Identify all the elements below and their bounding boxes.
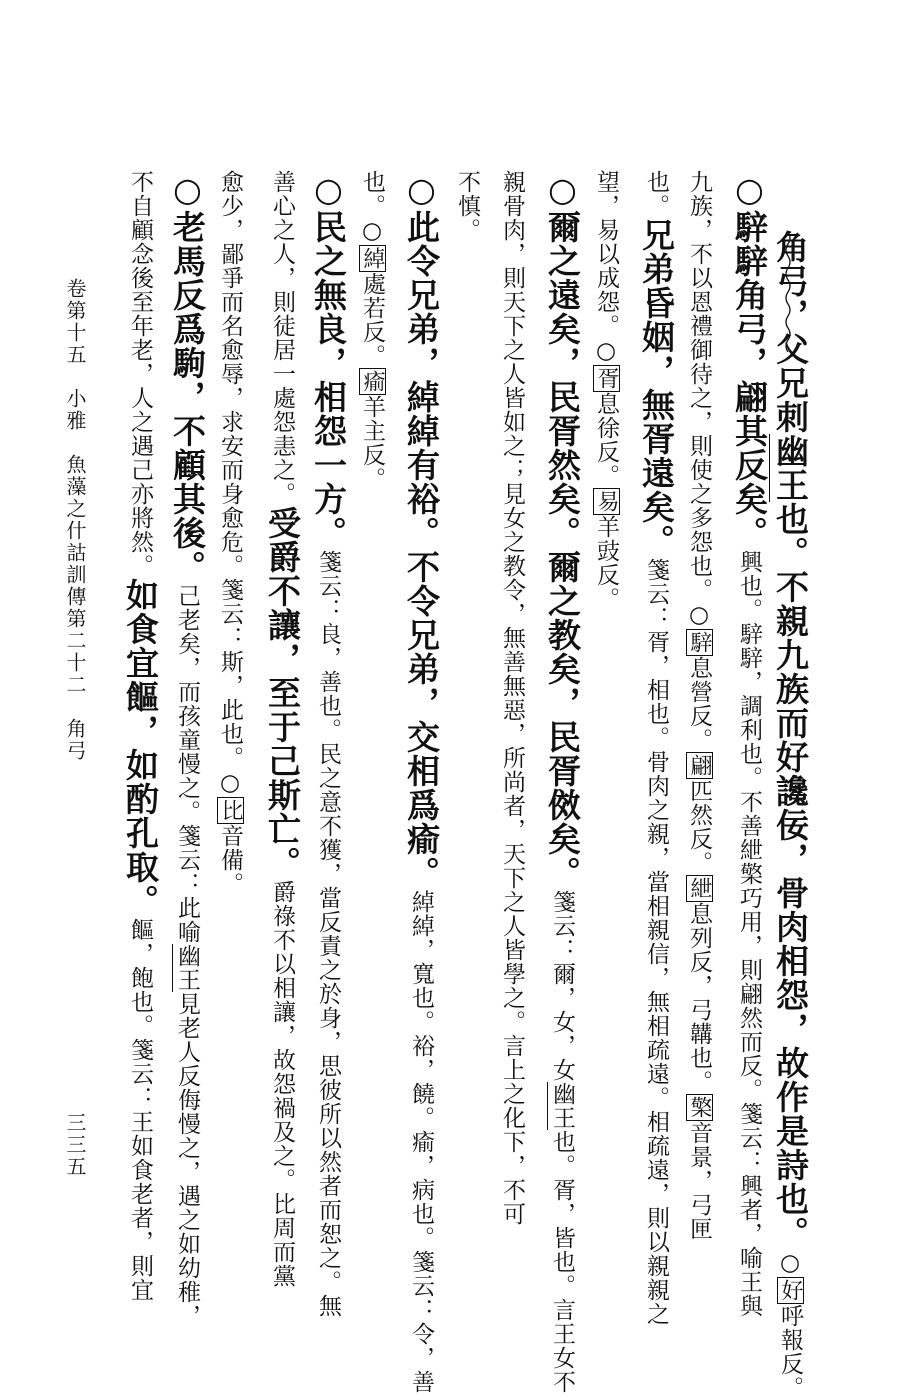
commentary-segment: 也。○ <box>359 170 385 245</box>
commentary-segment: 也。胥，皆也。言王女不 <box>549 1130 575 1394</box>
text-column-c12 <box>263 170 302 1288</box>
commentary-segment: 己老矣，而孩童慢之。箋云：此喻 <box>174 584 200 944</box>
commentary-segment: 饇，飽也。箋云：王如食老者，則宜 <box>127 918 153 1302</box>
text-column-c1 <box>771 230 810 1400</box>
commentary-segment: ○ <box>777 1250 803 1277</box>
commentary-segment: 望，易以成怨。○ <box>593 170 619 365</box>
commentary-segment: 處若反。 <box>359 272 385 368</box>
main-text-segment: 角弓，父兄刺 <box>771 230 810 434</box>
commentary-segment: 息列反，弓韝也。 <box>686 902 712 1094</box>
boxed-phonetic-char: 瘉 <box>360 370 385 393</box>
main-text-segment: 兄弟昏姻，無胥遠矣。 <box>637 218 676 558</box>
main-text-segment: ○爾之遠矣，民胥然矣。爾之教矣，民胥傚矣。 <box>543 170 582 890</box>
text-column-c13 <box>218 170 241 896</box>
boxed-phonetic-char: 檠 <box>687 1096 712 1119</box>
text-column-c15 <box>121 170 160 1302</box>
page-number: 三三五 <box>63 1112 87 1178</box>
commentary-segment: 音備。 <box>217 824 243 896</box>
proper-name: 幽王 <box>174 944 200 992</box>
commentary-segment: 爵祿不以相讓，故怨禍及之。比周而黨 <box>269 880 295 1288</box>
text-column-c10 <box>360 170 383 491</box>
boxed-phonetic-char: 胥 <box>594 367 619 390</box>
commentary-segment: 親骨肉，則天下之人皆如之；見女之教令，無善無惡，所尚者，天下之人皆學之。言上之化下，不可 <box>499 170 525 1226</box>
commentary-segment: 匹然反。 <box>686 779 712 875</box>
main-text-segment: ○民之無良，相怨一方。 <box>309 170 348 550</box>
main-text-segment: 受爵不讓，至于己斯亡。 <box>263 506 302 880</box>
commentary-segment: 箋云：胥，相也。骨肉之親，當相親信，無相疏遠。相疏遠，則以親親之 <box>643 558 669 1326</box>
commentary-segment: 善心之人，則徒居一處怨恚之。 <box>269 170 295 506</box>
commentary-segment: 不慎。 <box>454 170 480 242</box>
boxed-phonetic-char: 比 <box>218 799 243 822</box>
text-column-c7 <box>500 170 523 1226</box>
commentary-segment: 羊豉反。 <box>593 515 619 611</box>
main-text-segment: ○此令兄弟，綽綽有裕。不令兄弟，交相爲瘉。 <box>402 170 441 890</box>
text-column-c9 <box>402 170 441 1394</box>
text-column-c6 <box>543 170 582 1394</box>
main-text-segment: ○老馬反爲駒，不顧其後。 <box>168 170 207 584</box>
main-text-segment: 也。不親九族而好讒佞，骨肉相怨，故作是詩也。 <box>771 502 810 1250</box>
text-column-c5 <box>594 170 617 611</box>
text-column-c2 <box>730 170 769 1318</box>
proper-name: 幽王 <box>549 1082 575 1130</box>
commentary-segment: 興也。騂騂，調利也。不善紲檠巧用，則翩然而反。箋云：興者，喻王與 <box>736 550 762 1318</box>
text-column-c4 <box>637 170 676 1326</box>
main-text-segment: 如食宜饇，如酌孔取。 <box>121 578 160 918</box>
commentary-segment: 不自顧念後至年老，人之遇己亦將然。 <box>127 170 153 578</box>
commentary-segment: 息營反。 <box>686 656 712 752</box>
commentary-segment: 箋云：良，善也。民之意不獲，當反責之於身，思彼所以然者而恕之。無 <box>315 550 341 1318</box>
commentary-segment: 箋云：爾，女，女 <box>549 890 575 1082</box>
commentary-segment: 也。 <box>643 170 669 218</box>
commentary-segment: 見老人反侮慢之，遇之如幼稚， <box>174 992 200 1328</box>
boxed-phonetic-char: 易 <box>594 490 619 513</box>
text-column-c3 <box>687 170 710 1241</box>
text-column-c8 <box>455 170 478 242</box>
running-title: 卷第十五 小雅 魚藻之什詁訓傳第二十二 角弓 <box>63 278 87 762</box>
commentary-segment: 九族，不以恩禮御待之，則使之多怨也。○ <box>686 170 712 629</box>
boxed-phonetic-char: 騂 <box>687 631 712 654</box>
boxed-phonetic-char: 綽 <box>360 247 385 270</box>
commentary-segment: 羊主反。 <box>359 395 385 491</box>
proper-name: 幽王 <box>771 434 810 502</box>
commentary-segment: 綽綽，寬也。裕，饒。瘉，病也。箋云：令，善 <box>408 890 434 1394</box>
commentary-segment: 愈少，鄙爭而名愈辱，求安而身愈危。箋云：斯，此也。○ <box>217 170 243 797</box>
commentary-segment: 呼報反。 <box>777 1304 803 1400</box>
main-text-segment: ○騂騂角弓，翩其反矣。 <box>730 170 769 550</box>
commentary-segment: 息徐反。 <box>593 392 619 488</box>
commentary-segment: 音景，弓匣 <box>686 1121 712 1241</box>
boxed-phonetic-char: 好 <box>778 1279 803 1302</box>
boxed-phonetic-char: 紲 <box>687 877 712 900</box>
boxed-phonetic-char: 翩 <box>687 754 712 777</box>
text-column-c14 <box>168 170 207 1328</box>
text-column-c11 <box>309 170 348 1318</box>
